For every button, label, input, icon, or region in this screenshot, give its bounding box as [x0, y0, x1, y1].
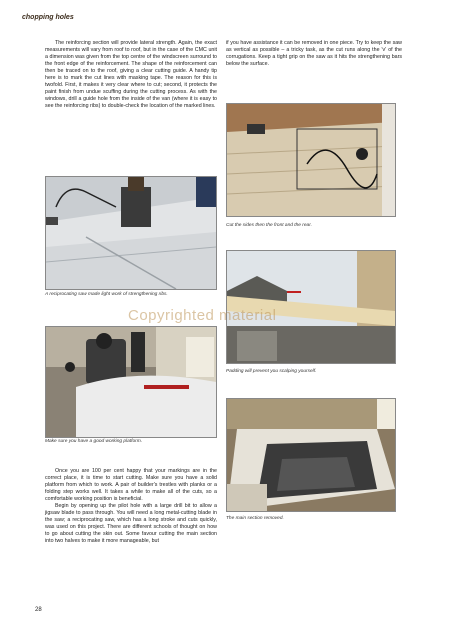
caption-photo-1: A reciprocating saw made light work of strengthening ribs.	[45, 292, 168, 297]
photo-main-section-removed	[226, 398, 396, 512]
left-text-block-1	[45, 40, 217, 110]
photo-cut-sides	[226, 103, 396, 217]
caption-photo-5: The main section removed.	[226, 516, 284, 521]
body-paragraph: if you have assistance it can be removed in one piece. Try to keep the saw as vertical as possible – a tricky task, as the cut runs along the 'v' of the corrugations. Keep a tight grip on the saw as it hits the strengthening bars below the surface.	[226, 40, 402, 68]
body-paragraph: Once you are 100 per cent happy that your markings are in the correct place, it is time to start cutting. Make sure you have a solid platform from which to work. A pair of builder's trestles with planks or a folding step works well. It takes a while to make all of the cuts, so a comfortable working position is beneficial.	[45, 468, 217, 503]
caption-photo-2: Make sure you have a good working platform.	[45, 439, 143, 444]
caption-photo-3: Cut the sides then the front and the rear.	[226, 223, 312, 228]
watermark: Copyrighted material	[128, 307, 277, 324]
section-title: chopping holes	[22, 14, 74, 21]
left-text-block-2	[45, 468, 217, 546]
photo-reciprocating-saw	[45, 176, 217, 290]
body-paragraph: Begin by opening up the pilot hole with a large drill bit to allow a jigsaw blade to pass through. You will need a long metal-cutting blade in the saw; a reciprocating saw, which has a long stroke and cuts quickly, was used on this project. There are different schools of thought on how to go about cutting the skin out. Some favour cutting the main section into two halves to make it more manageable, but	[45, 503, 217, 545]
page-number: 28	[35, 607, 42, 613]
photo-working-platform	[45, 326, 217, 438]
body-paragraph: The reinforcing section will provide lateral strength. Again, the exact measurements will vary from roof to roof, but in the case of the CMC unit a dimension was given from the top centre of the windscreen surround to the front edge of the reinforcement. The shape of the reinforcement can then be traced on to the roof, giving a clear cutting guide. A handy tip here is to mark the cut lines with masking tape. The reason for this is twofold. First, it makes it very clear where to cut; second, it protects the paint finish from undue scuffing during the cutting process. As with the windows, drill a guide hole from the inside of the van (where it is easy to see the reinforcing ribs) to double-check the location of the marked lines.	[45, 40, 217, 110]
caption-photo-4: Padding will prevent you scalping yourself.	[226, 369, 317, 374]
right-text-block	[226, 40, 402, 68]
